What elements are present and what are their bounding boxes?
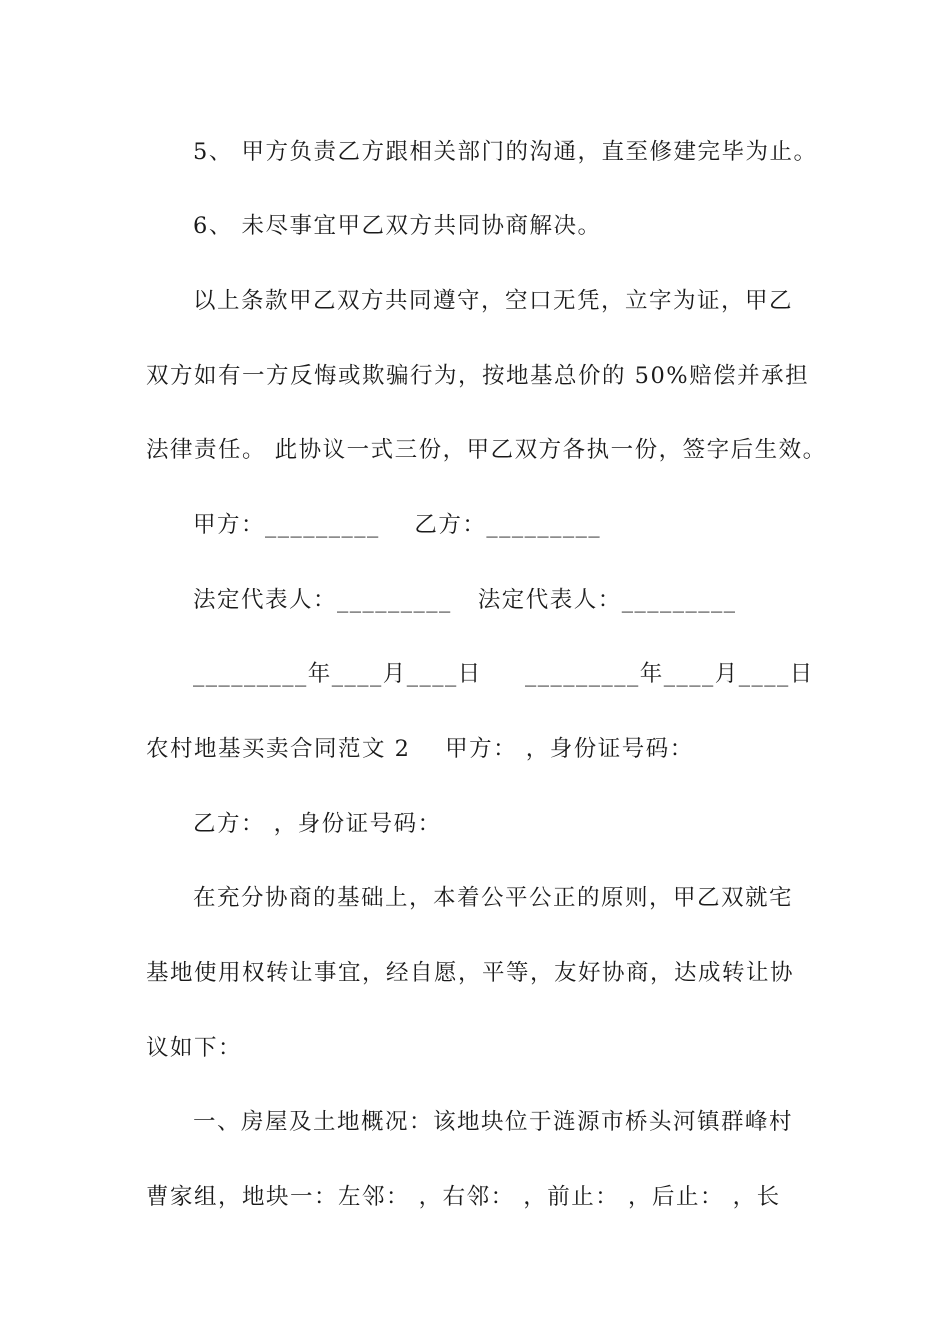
closing-paragraph-line-3: 法律责任。 此协议一式三份，甲乙双方各执一份，签字后生效。 xyxy=(146,437,827,463)
clause-5: 5、 甲方负责乙方跟相关部门的沟通，直至修建完毕为止。 xyxy=(193,139,818,165)
preamble-line-2: 基地使用权转让事宜，经自愿，平等，友好协商，达成转让协 xyxy=(146,960,795,986)
party-b-line: 乙方： ，身份证号码： xyxy=(193,811,442,837)
preamble-line-1: 在充分协商的基础上，本着公平公正的原则，甲乙双就宅 xyxy=(193,885,794,911)
preamble-line-3: 议如下： xyxy=(146,1035,243,1061)
closing-paragraph-line-1: 以上条款甲乙双方共同遵守，空口无凭，立字为证，甲乙 xyxy=(193,288,794,314)
clause-6: 6、 未尽事宜甲乙双方共同协商解决。 xyxy=(193,213,602,239)
section-1-line-1: 一、房屋及土地概况：该地块位于涟源市桥头河镇群峰村 xyxy=(193,1109,794,1135)
contract-2-heading: 农村地基买卖合同范文 2 甲方： ，身份证号码： xyxy=(146,736,694,762)
signature-representatives: 法定代表人：_________ 法定代表人：_________ xyxy=(193,587,737,613)
closing-paragraph-line-2: 双方如有一方反悔或欺骗行为，按地基总价的 50%赔偿并承担 xyxy=(146,363,810,389)
signature-dates: _________年____月____日 _________年____月____日 xyxy=(193,661,814,687)
signature-parties: 甲方：_________ 乙方：_________ xyxy=(193,512,602,538)
section-1-line-2: 曹家组，地块一：左邻： ，右邻： ，前止： ，后止： ，长 xyxy=(146,1184,781,1210)
